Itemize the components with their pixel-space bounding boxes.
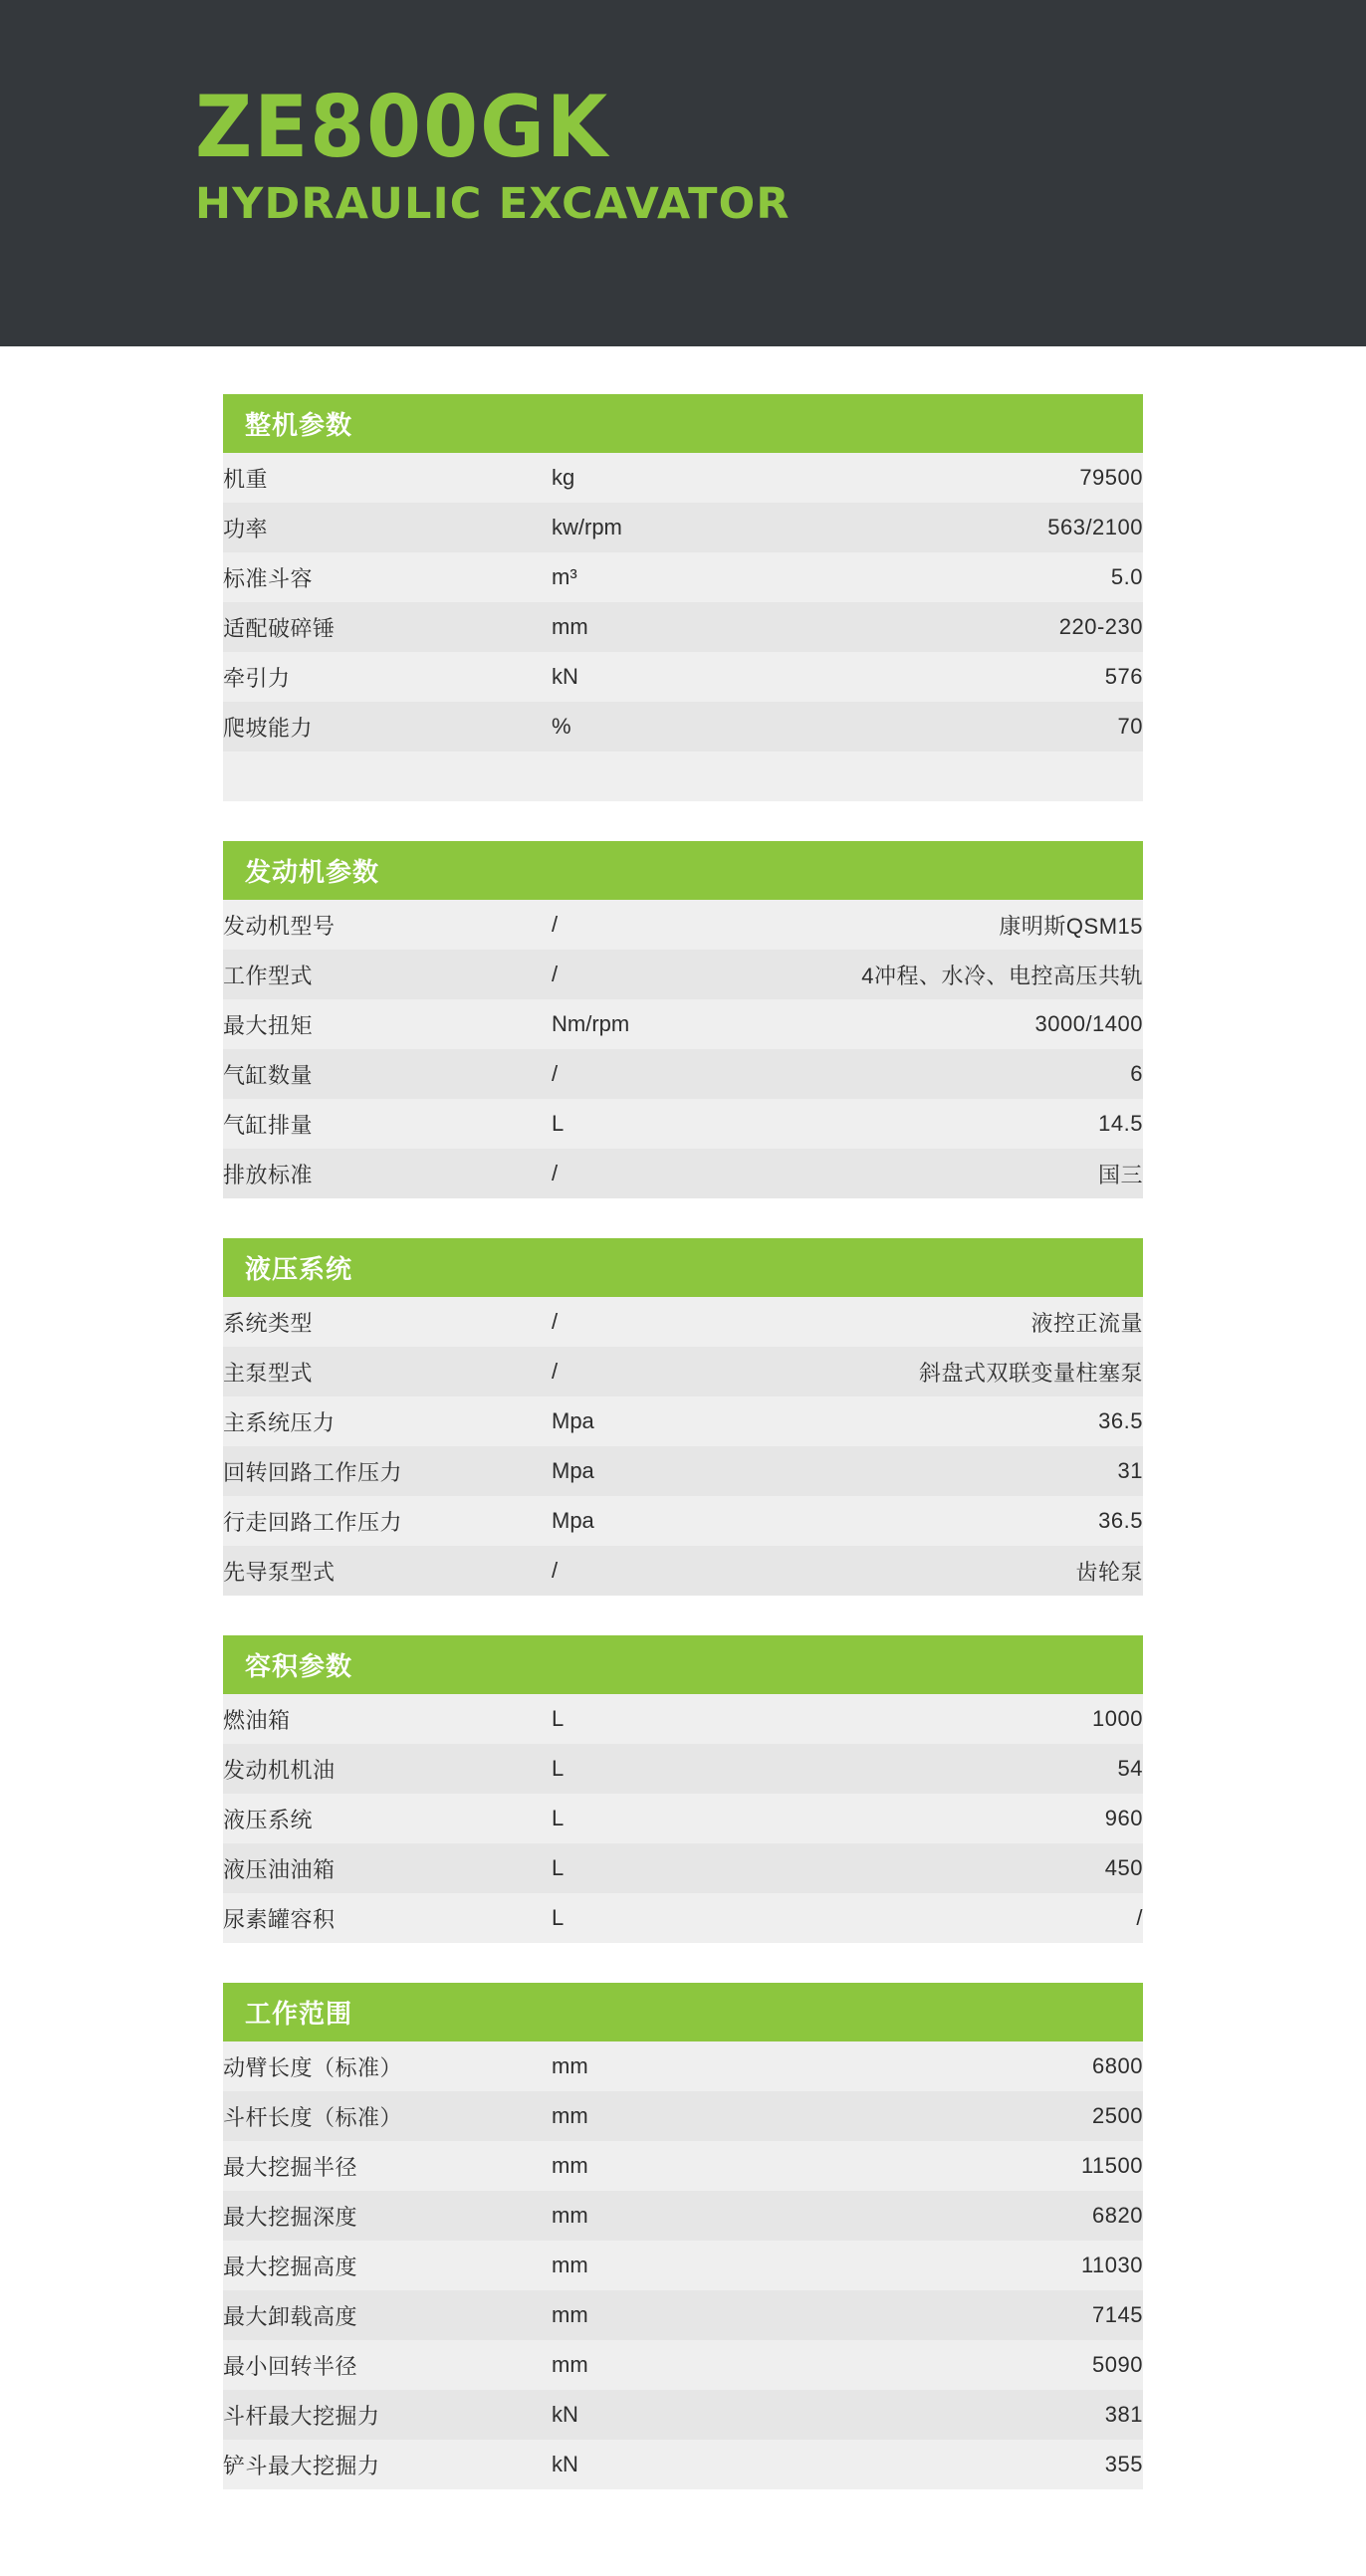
table-row (223, 999, 1143, 1049)
spec-name: 最小回转半径 (223, 2340, 552, 2390)
spec-value: 5090 (721, 2340, 1143, 2390)
spec-unit: L (552, 1893, 721, 1943)
spec-name: 液压系统 (223, 1794, 552, 1843)
spec-table (223, 900, 1143, 1198)
spec-name: 最大挖掘高度 (223, 2241, 552, 2290)
spec-value: 11500 (721, 2141, 1143, 2191)
spec-value: / (721, 1893, 1143, 1943)
spec-value: 36.5 (721, 1496, 1143, 1546)
table-row (223, 2091, 1143, 2141)
spec-value: 14.5 (721, 1099, 1143, 1149)
table-row (223, 2241, 1143, 2290)
table-row (223, 2141, 1143, 2191)
table-row (223, 1347, 1143, 1396)
table-row (223, 1496, 1143, 1546)
header-banner (0, 0, 1366, 346)
table-row (223, 2440, 1143, 2489)
table-row (223, 1149, 1143, 1198)
spec-name: 尿素罐容积 (223, 1893, 552, 1943)
spec-name: 系统类型 (223, 1297, 552, 1347)
spec-value: 54 (721, 1744, 1143, 1794)
table-row (223, 1049, 1143, 1099)
spec-value: 960 (721, 1794, 1143, 1843)
spec-name: 最大挖掘深度 (223, 2191, 552, 2241)
spec-value: 79500 (721, 453, 1143, 503)
spec-table (223, 1297, 1143, 1596)
spec-empty-cell (552, 751, 721, 801)
section-title: 工作范围 (223, 1983, 1143, 2041)
spec-value: 6800 (721, 2041, 1143, 2091)
table-row (223, 1694, 1143, 1744)
spec-value: 576 (721, 652, 1143, 702)
spec-value: 2500 (721, 2091, 1143, 2141)
spec-name: 回转回路工作压力 (223, 1446, 552, 1496)
table-row (223, 652, 1143, 702)
spec-unit: m³ (552, 552, 721, 602)
table-row (223, 1893, 1143, 1943)
spec-table (223, 1694, 1143, 1943)
table-row (223, 1446, 1143, 1496)
spec-name: 最大扭矩 (223, 999, 552, 1049)
table-row (223, 602, 1143, 652)
spec-name: 发动机机油 (223, 1744, 552, 1794)
table-row (223, 2390, 1143, 2440)
spec-empty-cell (721, 751, 1143, 801)
spec-unit: L (552, 1694, 721, 1744)
spec-name: 排放标准 (223, 1149, 552, 1198)
spec-unit: kN (552, 652, 721, 702)
spec-unit: mm (552, 2340, 721, 2390)
spec-name: 工作型式 (223, 950, 552, 999)
spec-value: 11030 (721, 2241, 1143, 2290)
spec-unit: / (552, 1049, 721, 1099)
table-row (223, 2290, 1143, 2340)
spec-unit: % (552, 702, 721, 751)
spec-section (223, 841, 1143, 1198)
table-filler-row (223, 751, 1143, 801)
spec-name: 主泵型式 (223, 1347, 552, 1396)
spec-unit: Nm/rpm (552, 999, 721, 1049)
spec-value: 4冲程、水冷、电控高压共轨 (721, 950, 1143, 999)
spec-unit: mm (552, 2241, 721, 2290)
spec-name: 铲斗最大挖掘力 (223, 2440, 552, 2489)
spec-name: 气缸排量 (223, 1099, 552, 1149)
spec-name: 动臂长度（标准） (223, 2041, 552, 2091)
table-row (223, 702, 1143, 751)
spec-value: 国三 (721, 1149, 1143, 1198)
spec-unit: L (552, 1843, 721, 1893)
spec-value: 70 (721, 702, 1143, 751)
spec-name: 最大挖掘半径 (223, 2141, 552, 2191)
table-row (223, 1794, 1143, 1843)
spec-value: 36.5 (721, 1396, 1143, 1446)
spec-value: 3000/1400 (721, 999, 1143, 1049)
spec-name: 斗杆长度（标准） (223, 2091, 552, 2141)
table-row (223, 1843, 1143, 1893)
spec-unit: L (552, 1744, 721, 1794)
section-title: 整机参数 (223, 394, 1143, 453)
table-row (223, 1297, 1143, 1347)
model-subtitle: HYDRAULIC EXCAVATOR (195, 178, 791, 229)
spec-name: 发动机型号 (223, 900, 552, 950)
spec-unit: / (552, 950, 721, 999)
spec-empty-cell (223, 751, 552, 801)
table-row (223, 2340, 1143, 2390)
spec-value: 液控正流量 (721, 1297, 1143, 1347)
table-row (223, 950, 1143, 999)
spec-value: 1000 (721, 1694, 1143, 1744)
spec-name: 气缸数量 (223, 1049, 552, 1099)
spec-unit: mm (552, 602, 721, 652)
spec-value: 斜盘式双联变量柱塞泵 (721, 1347, 1143, 1396)
spec-table (223, 2041, 1143, 2489)
spec-unit: / (552, 1149, 721, 1198)
section-title: 液压系统 (223, 1238, 1143, 1297)
spec-name: 标准斗容 (223, 552, 552, 602)
spec-unit: / (552, 1347, 721, 1396)
table-row (223, 503, 1143, 552)
spec-table (223, 453, 1143, 801)
model-title: ZE800GK (195, 78, 610, 177)
spec-section (223, 1238, 1143, 1596)
spec-unit: / (552, 1546, 721, 1596)
spec-unit: mm (552, 2191, 721, 2241)
spec-name: 机重 (223, 453, 552, 503)
spec-name: 适配破碎锤 (223, 602, 552, 652)
spec-unit: L (552, 1794, 721, 1843)
spec-value: 6820 (721, 2191, 1143, 2241)
spec-unit: mm (552, 2091, 721, 2141)
spec-value: 450 (721, 1843, 1143, 1893)
table-row (223, 552, 1143, 602)
spec-section (223, 1635, 1143, 1943)
spec-unit: kN (552, 2440, 721, 2489)
spec-name: 主系统压力 (223, 1396, 552, 1446)
header-text-block (195, 78, 791, 229)
spec-value: 355 (721, 2440, 1143, 2489)
spec-name: 先导泵型式 (223, 1546, 552, 1596)
spec-unit: mm (552, 2041, 721, 2091)
spec-name: 液压油油箱 (223, 1843, 552, 1893)
table-row (223, 453, 1143, 503)
spec-name: 行走回路工作压力 (223, 1496, 552, 1546)
spec-section (223, 1983, 1143, 2489)
spec-name: 斗杆最大挖掘力 (223, 2390, 552, 2440)
spec-sections (0, 346, 1366, 2569)
table-row (223, 2041, 1143, 2091)
spec-value: 31 (721, 1446, 1143, 1496)
table-row (223, 1546, 1143, 1596)
spec-name: 燃油箱 (223, 1694, 552, 1744)
spec-unit: / (552, 900, 721, 950)
spec-value: 齿轮泵 (721, 1546, 1143, 1596)
spec-value: 381 (721, 2390, 1143, 2440)
spec-unit: Mpa (552, 1396, 721, 1446)
spec-unit: mm (552, 2141, 721, 2191)
spec-value: 220-230 (721, 602, 1143, 652)
table-row (223, 1396, 1143, 1446)
section-title: 发动机参数 (223, 841, 1143, 900)
spec-section (223, 394, 1143, 801)
spec-unit: kN (552, 2390, 721, 2440)
spec-value: 7145 (721, 2290, 1143, 2340)
spec-unit: kg (552, 453, 721, 503)
spec-value: 康明斯QSM15 (721, 900, 1143, 950)
spec-unit: kw/rpm (552, 503, 721, 552)
table-row (223, 1744, 1143, 1794)
spec-unit: L (552, 1099, 721, 1149)
spec-unit: / (552, 1297, 721, 1347)
spec-value: 6 (721, 1049, 1143, 1099)
table-row (223, 1099, 1143, 1149)
table-row (223, 2191, 1143, 2241)
spec-unit: Mpa (552, 1446, 721, 1496)
spec-name: 牵引力 (223, 652, 552, 702)
spec-name: 功率 (223, 503, 552, 552)
spec-value: 5.0 (721, 552, 1143, 602)
spec-name: 最大卸载高度 (223, 2290, 552, 2340)
spec-unit: mm (552, 2290, 721, 2340)
spec-name: 爬坡能力 (223, 702, 552, 751)
table-row (223, 900, 1143, 950)
spec-value: 563/2100 (721, 503, 1143, 552)
spec-unit: Mpa (552, 1496, 721, 1546)
section-title: 容积参数 (223, 1635, 1143, 1694)
